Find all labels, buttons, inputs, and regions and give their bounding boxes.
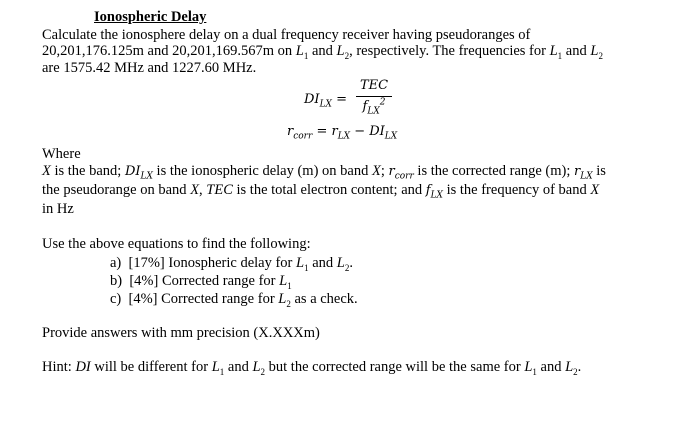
intro-line-1: Calculate the ionosphere delay on a dual frequency receiver having pseudoranges of <box>42 27 531 43</box>
intro-line-3: are 1575.42 MHz and 1227.60 MHz. <box>42 60 257 76</box>
task-item-c: c) [4%] Corrected range for $L_2$ as a check. <box>110 291 358 309</box>
page-title: Ionospheric Delay <box>94 9 207 25</box>
where-line-1: X is the band; $DI_{LX}$ is the ionospheric delay (m) on band X; $r_{corr}$ is the corrected range (m); $r_{LX}$ is <box>42 163 606 182</box>
intro-line-2: 20,201,176.125m and 20,201,169.567m on $L_1$ and $L_2$, respectively. The frequencies for $L_1$ and $L_2$ <box>42 43 603 61</box>
hint: Hint: DI will be different for $L_1$ and $L_2$ but the corrected range will be the same for $L_1$ and $L_2$. <box>42 359 582 377</box>
precision-note: Provide answers with mm precision (X.XXXm) <box>42 325 320 341</box>
task-intro: Use the above equations to find the following: <box>42 236 311 252</box>
where-label: Where <box>42 146 81 162</box>
task-item-a: a) [17%] Ionospheric delay for $L_1$ and $L_2$. <box>110 255 353 273</box>
eq1-numerator: TEC <box>359 78 389 93</box>
eq2: $r_{corr} = r_{LX} - DI_{LX}$ <box>287 124 398 142</box>
where-line-3: in Hz <box>42 201 74 217</box>
eq1-denominator: $f_{LX}^2$ <box>362 97 386 117</box>
eq1-fraction-bar <box>356 96 392 97</box>
where-line-2: the pseudorange on band X, TEC is the total electron content; and $f_{LX}$ is the frequency of band X <box>42 182 600 201</box>
task-item-b: b) [4%] Corrected range for $L_1$ <box>110 273 292 291</box>
eq1-lhs: $DI_{LX}$ = <box>304 92 347 110</box>
